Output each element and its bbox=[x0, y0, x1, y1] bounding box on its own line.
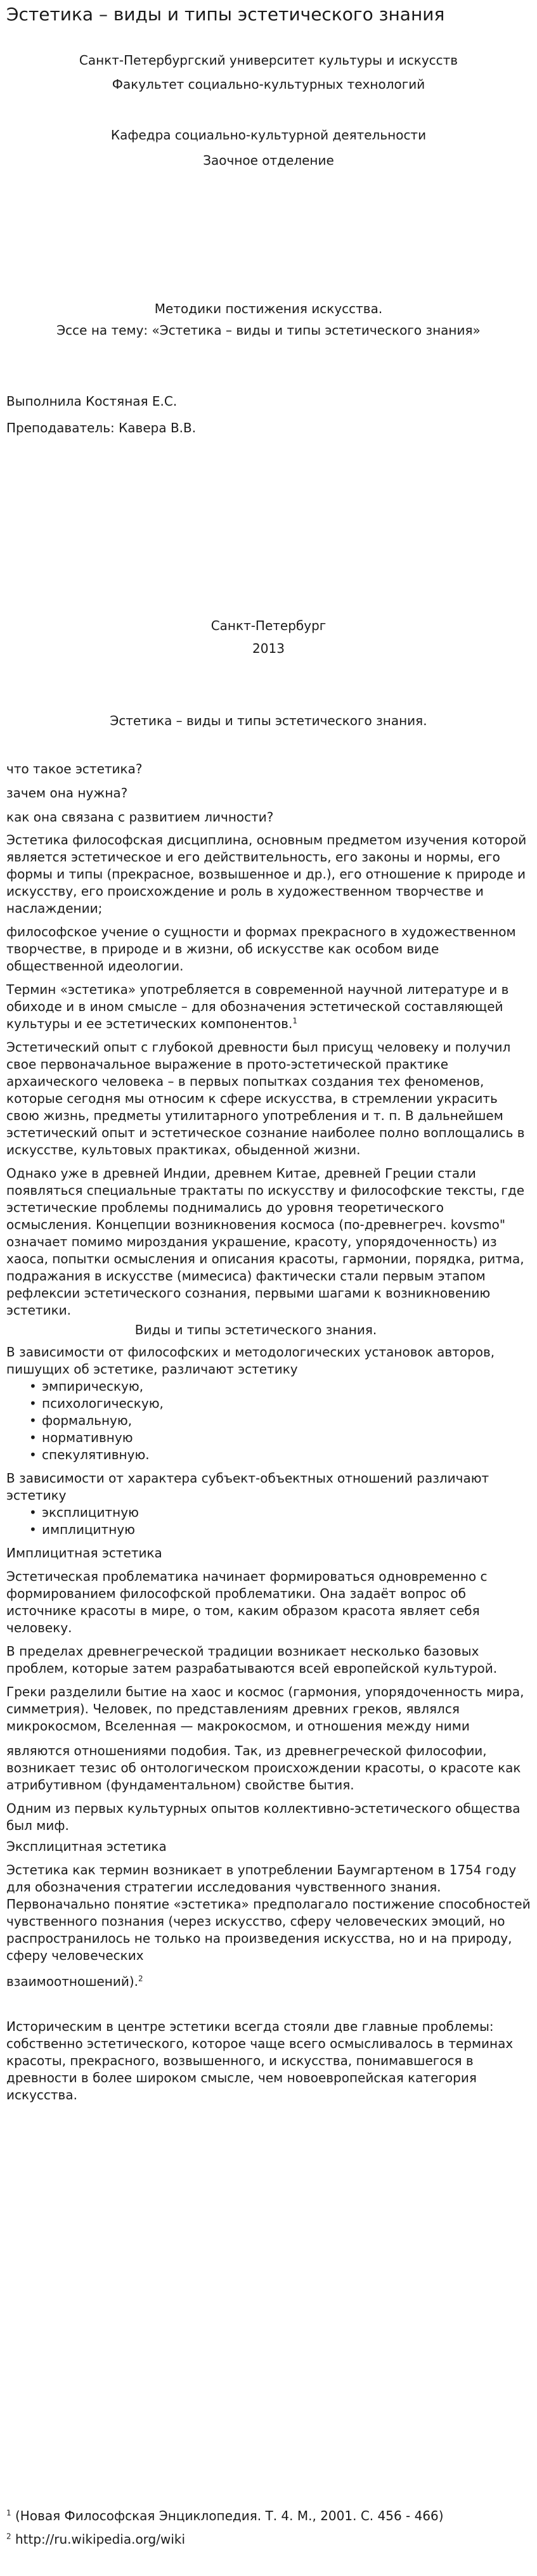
list-item: • спекулятивную. bbox=[32, 1446, 531, 1464]
list-item: • психологическую, bbox=[32, 1395, 531, 1412]
implicit-heading: Имплицитная эстетика bbox=[6, 1545, 162, 1561]
greeks-paragraph: являются отношениями подобия. Так, из древнегреческой философии, возникает тезис об онтологическом происхождении красоты, о красоте как атрибутивном (фундаментальном) свойстве бытия. bbox=[6, 1743, 521, 1793]
footnote-ref[interactable]: 1 bbox=[292, 1016, 297, 1026]
implicit-paragraph: Эстетическая проблематика начинает формироваться одновременно с формированием философской проблематики. Она задаёт вопрос об источнике красоты в мире, о том, каким образом красота являет себя человеку. bbox=[6, 1569, 488, 1635]
footnote: $^2$ http://ru.wikipedia.org/wiki bbox=[6, 2532, 186, 2547]
definition-paragraph: философское учение о сущности и формах прекрасного в художественном творчестве, в природе и в жизни, об искусстве как особом виде общественной идеологии. bbox=[6, 924, 516, 974]
department-name: Кафедра социально-культурной деятельности bbox=[110, 127, 427, 143]
list-item: • эмпирическую, bbox=[32, 1378, 531, 1395]
question-item: как она связана с развитием личности? bbox=[6, 809, 274, 825]
approach-paragraph: В зависимости от философских и методологических установок авторов, пишущих об эстетике, различают эстетику bbox=[6, 1344, 495, 1377]
course-name: Методики постижения искусства. bbox=[154, 301, 383, 316]
relation-paragraph: В зависимости от характера субъект-объектных отношений различают эстетику bbox=[6, 1471, 489, 1503]
footnote-ref[interactable]: 2 bbox=[138, 1974, 143, 1983]
faculty-name: Факультет социально-культурных технологий bbox=[112, 77, 425, 92]
footnotes bbox=[0, 2508, 531, 2548]
relation-list bbox=[6, 1504, 531, 1538]
city: Санкт-Петербург bbox=[210, 618, 327, 633]
list-item: • нормативную bbox=[32, 1429, 531, 1446]
types-heading: Виды и типы эстетического знания. bbox=[134, 1322, 377, 1337]
implicit-paragraph: В пределах древнегреческой традиции возникает несколько базовых проблем, которые затем разрабатываются всей европейской культурой. bbox=[6, 1644, 498, 1676]
approach-list bbox=[6, 1378, 531, 1464]
greeks-paragraph: Греки разделили бытие на хаос и космос (гармония, упорядоченность мира, симметрия). Человек, по представлениям древних греков, являлся микрокосмом, Вселенная — макрокосмом, и отношения между ними bbox=[6, 1684, 524, 1734]
list-item: • эксплицитную bbox=[32, 1504, 531, 1521]
footnote: $^1$ (Новая Философская Энциклопедия. Т. 4. М., 2001. С. 456 - 466) bbox=[6, 2508, 444, 2523]
ancient-cultures-paragraph: Однако уже в древней Индии, древнем Китае, древней Греции стали появляться специальные трактаты по искусству и философские тексты, где эстетические проблемы поднимались до уровня теоретического осмысления. Концепции возникновения космоса (по-древнегреч. kovsmo" означает помимо мироздания украшение, красоту, упорядоченность) из хаоса, попытки осмысления и описания красоты, гармонии, порядка, ритма, подражания в искусстве (мимесиса) фактически стали первым этапом рефлексии эстетического сознания, первыми шагами к возникновению эстетики. bbox=[6, 1166, 525, 1318]
myth-paragraph: Одним из первых культурных опытов коллективно-эстетического общества был миф. bbox=[6, 1801, 521, 1833]
ancient-paragraph: Эстетический опыт с глубокой древности был присущ человеку и получил свое первоначальное выражение в прото-эстетической практике архаического человека – в первых попытках создания тех феноменов, которые сегодня мы относим к сфере искусства, в стремлении украсить свою жизнь, предметы утилитарного употребления и т. п. В дальнейшем эстетический опыт и эстетическое сознание наиболее полно воплощались в искусстве, культовых практиках, обыденной жизни. bbox=[6, 1040, 525, 1157]
essay-heading: Эстетика – виды и типы эстетического знания. bbox=[110, 713, 427, 728]
question-item: зачем она нужна? bbox=[6, 785, 128, 801]
author-line: Выполнила Костяная Е.С. bbox=[6, 394, 178, 409]
university-name: Санкт-Петербургский университет культуры и искусств bbox=[79, 53, 458, 68]
question-item: что такое эстетика? bbox=[6, 761, 143, 776]
study-form: Заочное отделение bbox=[203, 153, 334, 168]
explicit-heading: Эксплицитная эстетика bbox=[6, 1839, 167, 1854]
essay-body bbox=[0, 832, 531, 2104]
list-item: • имплицитную bbox=[32, 1521, 531, 1538]
term-paragraph: Термин «эстетика» употребляется в современной научной литературе и в обиходе и в ином смысле – для обозначения эстетической составляющей культуры и ее эстетических компонентов.$^1$ bbox=[6, 982, 509, 1031]
definition-paragraph: Эстетика философская дисциплина, основным предметом изучения которой является эстетическое и его действительность, его законы и нормы, его формы и типы (прекрасное, возвышенное и др.), его отношение к природе и искусству, его происхождение и роль в художественном творчестве и наслаждении; bbox=[6, 832, 527, 916]
document-title: Эстетика – виды и типы эстетического знания bbox=[6, 4, 445, 25]
year: 2013 bbox=[252, 641, 285, 656]
list-item: • формальную, bbox=[32, 1412, 531, 1429]
teacher-line: Преподаватель: Кавера В.В. bbox=[6, 420, 197, 435]
explicit-paragraph: Эстетика как термин возникает в употреблении Баумгартеном в 1754 году для обозначения стратегии исследования чувственного знания. Первоначально понятие «эстетика» предполагало постижение способностей чувственного познания (через искусство, сферу человеческих эмоций, но распространилось не только на произведения искусства, но и на природу, сферу человеческих bbox=[6, 1862, 531, 1963]
history-paragraph: Историческим в центре эстетики всегда стояли две главные проблемы: собственно эстетического, которое чаще всего осмысливалось в терминах красоты, прекрасного, возвышенного, и искусства, понимавшегося в древности в более широком смысле, чем новоевропейская категория искусства. bbox=[6, 2019, 514, 2103]
essay-topic: Эссе на тему: «Эстетика – виды и типы эстетического знания» bbox=[56, 323, 481, 338]
explicit-paragraph-end: взаимоотношений).$^2$ bbox=[6, 1974, 143, 1989]
